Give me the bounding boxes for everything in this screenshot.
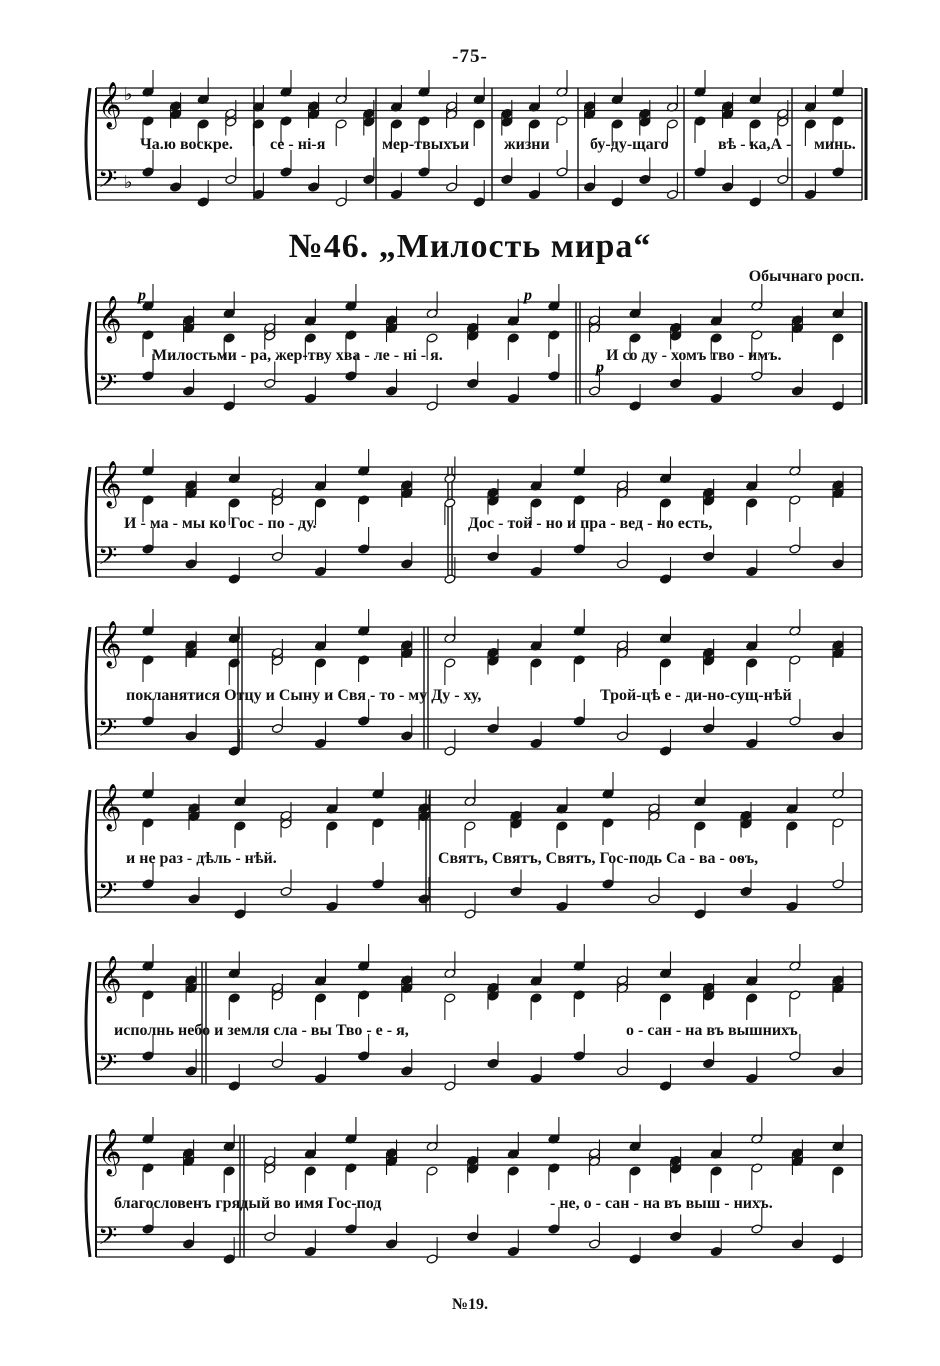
treble-clef-icon: 𝄞 — [98, 784, 122, 830]
notehead — [345, 1224, 357, 1234]
lyric-syllable: вѣ - ка,А - — [718, 136, 792, 153]
notehead — [507, 393, 519, 403]
notehead — [791, 1239, 803, 1249]
notehead — [530, 993, 542, 1003]
notehead — [464, 821, 476, 831]
notehead — [751, 371, 763, 381]
notehead — [528, 119, 540, 129]
notehead — [746, 658, 758, 668]
notehead — [832, 879, 844, 889]
notehead — [507, 1166, 519, 1176]
notehead — [648, 894, 660, 904]
notehead — [280, 167, 292, 177]
lyric-syllable: благословенъ грядый во имя Гос-под — [114, 1195, 382, 1212]
staff-graphics — [78, 615, 868, 749]
treble-clef-icon: 𝄞 — [98, 1129, 122, 1175]
notehead — [629, 1254, 641, 1264]
treble-clef-icon: 𝄞 — [98, 956, 122, 1002]
notehead — [185, 559, 197, 569]
notehead — [142, 167, 154, 177]
lyric-syllable: бу-ду-щаго — [590, 136, 669, 153]
staff-graphics — [78, 950, 868, 1085]
notehead — [573, 544, 585, 554]
notehead — [749, 197, 761, 207]
notehead — [740, 886, 752, 896]
notehead — [530, 738, 542, 748]
notehead — [528, 189, 540, 199]
notehead — [304, 333, 316, 343]
notehead — [832, 1066, 844, 1076]
lyric-syllable: Милостьми - ра, жер-тву хва - ле - ні - я. — [152, 347, 443, 364]
notehead — [746, 498, 758, 508]
page-number: -75- — [452, 46, 488, 67]
notehead — [467, 378, 479, 388]
brace-icon — [86, 627, 90, 749]
dynamic-marking: p — [596, 359, 604, 376]
notehead — [694, 167, 706, 177]
notehead — [670, 1231, 682, 1241]
notehead — [487, 1058, 499, 1068]
notehead — [142, 371, 154, 381]
notehead — [473, 197, 485, 207]
notehead — [473, 119, 485, 129]
piece-title: №46. „Милость мира“ — [288, 228, 652, 265]
notehead — [345, 371, 357, 381]
notehead — [629, 401, 641, 411]
lyric-syllable: И - ма - мы ко Гос - по - ду. — [124, 515, 317, 532]
notehead — [315, 738, 327, 748]
lyric-syllable: покланятися Отцу и Сыну и Свя - то - му Ду - ху, — [126, 687, 482, 704]
notehead — [832, 731, 844, 741]
notehead — [426, 333, 438, 343]
notehead — [746, 738, 758, 748]
score-system — [78, 615, 868, 749]
bass-clef-icon: 𝄢 — [98, 1049, 118, 1084]
notehead — [507, 333, 519, 343]
notehead — [363, 174, 375, 184]
score-system — [78, 1123, 868, 1278]
treble-clef-icon: 𝄞 — [98, 296, 122, 342]
notehead — [358, 544, 370, 554]
brace-icon — [86, 962, 90, 1084]
notehead — [639, 174, 651, 184]
score-system — [78, 455, 868, 585]
notehead — [556, 821, 568, 831]
notehead — [326, 901, 338, 911]
bass-clef-icon: 𝄢 — [98, 369, 118, 404]
notehead — [832, 333, 844, 343]
notehead — [832, 1254, 844, 1264]
notehead — [401, 1066, 413, 1076]
notehead — [710, 393, 722, 403]
notehead — [666, 119, 678, 129]
notehead — [666, 189, 678, 199]
notehead — [197, 197, 209, 207]
notehead — [444, 658, 456, 668]
notehead — [304, 393, 316, 403]
notehead — [464, 909, 476, 919]
notehead — [358, 1051, 370, 1061]
brace-icon — [86, 467, 90, 577]
notehead — [264, 1231, 276, 1241]
notehead — [228, 1081, 240, 1091]
notehead — [426, 401, 438, 411]
notehead — [602, 879, 614, 889]
notehead — [584, 182, 596, 192]
lyric-syllable: Святъ, Святъ, Святъ, Гос-подь Са - ва - оѳъ, — [438, 850, 759, 867]
notehead — [444, 498, 456, 508]
notehead — [556, 167, 568, 177]
flat-icon: ♭ — [124, 84, 133, 104]
notehead — [444, 746, 456, 756]
notehead — [749, 119, 761, 129]
bass-clef-icon: 𝄢 — [98, 1222, 118, 1257]
bass-staff — [96, 369, 862, 404]
brace-icon — [86, 88, 90, 200]
treble-clef-icon: 𝄞 — [98, 82, 122, 128]
notehead — [548, 371, 560, 381]
notehead — [722, 182, 734, 192]
notehead — [401, 559, 413, 569]
notehead — [501, 174, 513, 184]
notehead — [786, 821, 798, 831]
notehead — [832, 559, 844, 569]
notehead — [789, 1051, 801, 1061]
notehead — [487, 723, 499, 733]
notehead — [611, 119, 623, 129]
notehead — [444, 574, 456, 584]
notehead — [390, 119, 402, 129]
dynamic-marking: p — [138, 287, 146, 304]
notehead — [786, 901, 798, 911]
bass-clef-icon: 𝄢 — [98, 542, 118, 577]
treble-clef-icon: 𝄞 — [98, 621, 122, 667]
notehead — [223, 1166, 235, 1176]
notehead — [183, 1239, 195, 1249]
notehead — [804, 119, 816, 129]
notehead — [280, 886, 292, 896]
score-system — [78, 287, 868, 410]
notehead — [142, 1224, 154, 1234]
notehead — [335, 119, 347, 129]
lyric-syllable: се - ні-я — [270, 136, 326, 153]
notehead — [228, 993, 240, 1003]
notehead — [573, 1051, 585, 1061]
notehead — [467, 1231, 479, 1241]
notehead — [390, 189, 402, 199]
notehead — [616, 1066, 628, 1076]
notehead — [183, 386, 195, 396]
notehead — [170, 182, 182, 192]
notehead — [791, 386, 803, 396]
bass-clef-icon: 𝄢 — [98, 877, 118, 912]
notehead — [185, 1066, 197, 1076]
footer-number: №19. — [451, 1296, 489, 1313]
notehead — [234, 821, 246, 831]
notehead — [611, 197, 623, 207]
notehead — [694, 821, 706, 831]
notehead — [548, 1224, 560, 1234]
notehead — [304, 1246, 316, 1256]
notehead — [589, 386, 601, 396]
notehead — [751, 1224, 763, 1234]
notehead — [832, 167, 844, 177]
treble-staff — [96, 296, 862, 344]
notehead — [223, 401, 235, 411]
notehead — [710, 1166, 722, 1176]
score-system — [78, 70, 868, 210]
notehead — [789, 544, 801, 554]
notehead — [660, 498, 672, 508]
lyric-syllable: - не, о - сан - на въ выш - нихъ. — [550, 1195, 773, 1212]
notehead — [703, 723, 715, 733]
notehead — [264, 378, 276, 388]
notehead — [573, 716, 585, 726]
lyric-syllable: исполнь небо и земля сла - вы Тво - е - я, — [114, 1022, 409, 1039]
notehead — [670, 378, 682, 388]
notehead — [326, 821, 338, 831]
notehead — [660, 574, 672, 584]
notehead — [271, 1058, 283, 1068]
lyric-syllable: и не раз - дѣль - нѣй. — [126, 850, 277, 867]
notehead — [225, 174, 237, 184]
notehead — [142, 716, 154, 726]
notehead — [228, 574, 240, 584]
notehead — [804, 189, 816, 199]
notehead — [710, 1246, 722, 1256]
notehead — [142, 1051, 154, 1061]
notehead — [223, 333, 235, 343]
notehead — [694, 909, 706, 919]
notehead — [629, 333, 641, 343]
brace-icon — [86, 302, 90, 404]
notehead — [315, 498, 327, 508]
notehead — [271, 723, 283, 733]
notehead — [386, 1239, 398, 1249]
notehead — [315, 1073, 327, 1083]
notehead — [444, 993, 456, 1003]
notehead — [358, 716, 370, 726]
notehead — [418, 894, 430, 904]
notehead — [142, 544, 154, 554]
notehead — [530, 1073, 542, 1083]
notehead — [315, 566, 327, 576]
notehead — [777, 174, 789, 184]
notehead — [703, 551, 715, 561]
notehead — [308, 182, 320, 192]
notehead — [746, 993, 758, 1003]
flat-icon: ♭ — [124, 172, 133, 192]
brace-icon — [86, 1135, 90, 1257]
bass-clef-icon: 𝄢 — [98, 165, 118, 200]
notehead — [444, 1081, 456, 1091]
notehead — [188, 894, 200, 904]
notehead — [616, 559, 628, 569]
bass-clef-icon: 𝄢 — [98, 714, 118, 749]
brace-icon — [86, 790, 90, 912]
notehead — [660, 658, 672, 668]
score-system — [78, 950, 868, 1085]
notehead — [832, 1166, 844, 1176]
piece-subtitle: Обычнаго росп. — [748, 268, 864, 285]
bass-staff — [96, 1222, 862, 1257]
notehead — [372, 879, 384, 889]
dynamic-marking: p — [524, 287, 532, 304]
notehead — [660, 993, 672, 1003]
notehead — [142, 879, 154, 889]
notehead — [234, 909, 246, 919]
notehead — [335, 197, 347, 207]
lyric-syllable: о - сан - на въ вышнихъ — [626, 1022, 798, 1039]
bass-staff — [96, 165, 862, 200]
notehead — [660, 746, 672, 756]
notehead — [426, 1166, 438, 1176]
notehead — [746, 566, 758, 576]
notehead — [185, 731, 197, 741]
notehead — [556, 901, 568, 911]
notehead — [223, 1254, 235, 1264]
lyric-syllable: И со ду - хомъ тво - имъ. — [606, 347, 782, 364]
notehead — [315, 658, 327, 668]
notehead — [746, 1073, 758, 1083]
notehead — [710, 333, 722, 343]
notehead — [271, 551, 283, 561]
notehead — [510, 886, 522, 896]
lyric-syllable: Трой-цѣ е - ди-но-сущ-нѣй — [600, 687, 792, 704]
notehead — [304, 1166, 316, 1176]
notehead — [228, 498, 240, 508]
notehead — [530, 498, 542, 508]
treble-staff — [96, 1129, 862, 1177]
notehead — [589, 1239, 601, 1249]
notehead — [530, 566, 542, 576]
notehead — [487, 551, 499, 561]
score-system — [78, 778, 868, 913]
notehead — [315, 993, 327, 1003]
treble-clef-icon: 𝄞 — [98, 461, 122, 507]
notehead — [426, 1254, 438, 1264]
notehead — [789, 716, 801, 726]
notehead — [401, 731, 413, 741]
notehead — [832, 401, 844, 411]
notehead — [629, 1166, 641, 1176]
lyric-syllable: Дос - той - но и пра - вед - но есть, — [468, 515, 713, 532]
notehead — [530, 658, 542, 668]
notehead — [386, 386, 398, 396]
notehead — [660, 1081, 672, 1091]
notehead — [446, 182, 458, 192]
lyric-syllable: мер-твыхъи — [382, 136, 470, 153]
staff-graphics — [78, 778, 868, 913]
notehead — [703, 1058, 715, 1068]
notehead — [616, 731, 628, 741]
notehead — [507, 1246, 519, 1256]
notehead — [418, 167, 430, 177]
lyric-syllable: минь. — [814, 136, 856, 153]
notehead — [197, 119, 209, 129]
lyric-syllable: жизни — [504, 136, 550, 153]
lyric-syllable: Ча.ю воскре. — [140, 136, 233, 153]
